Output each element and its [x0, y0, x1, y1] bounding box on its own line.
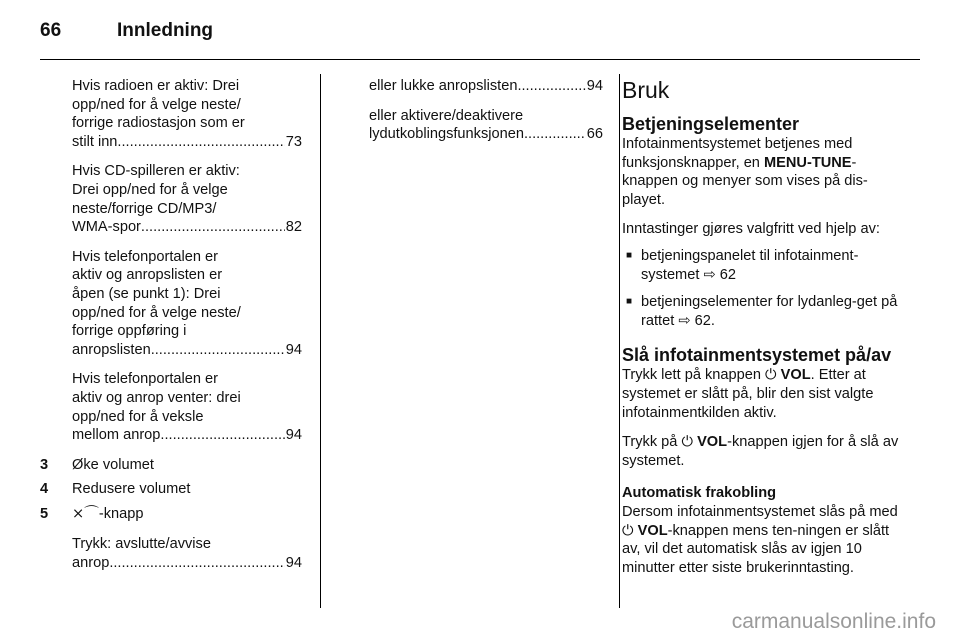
- chapter-title: Innledning: [117, 20, 214, 41]
- page-ref: 73: [285, 133, 302, 150]
- toc-line: stilt inn ..... 73: [72, 133, 302, 152]
- toc-line: mellom anrop ..... 94: [72, 426, 302, 445]
- radio-paragraph: Hvis radioen er aktiv: Drei opp/ned for å velge neste/ forrige radiostasjon som er stilt inn ..... 73: [40, 77, 302, 151]
- arrow-ref-icon: ⇨: [678, 312, 691, 329]
- bullet-item: ■ betjeningspanelet til infotainment-systemet ⇨ 62: [622, 247, 904, 284]
- page-ref: 94: [586, 78, 603, 94]
- page-ref: 62.: [694, 312, 715, 329]
- header-rule: [40, 59, 920, 60]
- onoff-paragraph-2: Trykk på ⏻ VOL-knappen igjen for å slå av systemet.: [622, 434, 899, 469]
- phone-call-paragraph: Hvis telefonportalen er aktiv og anrop venter: drei opp/ned for å veksle mellom anrop ..... 94: [40, 370, 302, 444]
- arrow-ref-icon: ⇨: [703, 266, 716, 283]
- column-1: [40, 77, 302, 584]
- input-paragraph: Inntastinger gjøres valgfritt ved hjelp av:: [622, 221, 880, 238]
- section-title: Bruk: [622, 77, 670, 103]
- numbered-item-3: 3 Øke volumet: [40, 456, 154, 473]
- toc-line: lydutkoblingsfunksjonen ..... 66: [369, 125, 603, 144]
- end-call-icon: ⨯⌒: [72, 505, 99, 522]
- page-header: [0, 0, 960, 60]
- page-ref: 66: [586, 126, 603, 143]
- page-ref: 82: [285, 219, 302, 236]
- toc-line: anropslisten ..... 94: [72, 341, 302, 360]
- power-icon: ⏻: [765, 367, 777, 384]
- numbered-item-5: 5 ⨯⌒-knapp: [40, 505, 144, 522]
- auto-off-paragraph: Dersom infotainmentsystemet slås på med ⏻ VOL-knappen mens ten-ningen er slått av, vil det automatisk slås av igjen 10 minutter etter siste brukerinntasting.: [622, 503, 898, 576]
- onoff-paragraph-1: Trykk lett på knappen ⏻ VOL. Etter at systemet er slått på, blir den sist valgte infotainmentkilden aktiv.: [622, 367, 874, 421]
- page-number: 66: [40, 20, 62, 41]
- toc-line: anrop ..... 94: [72, 554, 302, 573]
- column-divider-1: [320, 74, 321, 608]
- press-paragraph: Trykk: avslutte/avvise anrop ..... 94: [40, 535, 302, 572]
- phone-list-paragraph: Hvis telefonportalen er aktiv og anropslisten er åpen (se punkt 1): Drei opp/ned for å velge neste/ forrige oppføring i anropslisten ..... 94: [40, 248, 302, 360]
- column-3: [622, 77, 904, 588]
- auto-off-title: Automatisk frakobling: [622, 485, 777, 502]
- power-icon: ⏻: [622, 522, 634, 539]
- bullet-item: ■ betjeningselementer for lydanleg-get på rattet ⇨ 62.: [622, 293, 904, 330]
- page-ref: 62: [719, 266, 736, 283]
- power-icon: ⏻: [681, 434, 694, 451]
- page-ref: 94: [285, 427, 302, 444]
- intro-paragraph: Infotainmentsystemet betjenes med funksjonsknapper, en MENU-TUNE-knappen og menyer som vises på dis-playet.: [622, 136, 868, 208]
- onoff-title: Slå infotainmentsystemet på/av: [622, 345, 892, 366]
- cd-paragraph: Hvis CD-spilleren er aktiv: Drei opp/ned for å velge neste/forrige CD/MP3/ WMA-spor ..... 82: [40, 162, 302, 236]
- watermark: carmanualsonline.info: [731, 610, 936, 633]
- column-2: [369, 77, 603, 155]
- subsection-title: Betjeningselementer: [622, 114, 800, 134]
- numbered-item-4: 4 Redusere volumet: [40, 481, 191, 498]
- page-ref: 94: [285, 555, 302, 572]
- mute-paragraph: eller aktivere/deaktivere lydutkoblingsfunksjonen ..... 66: [369, 107, 603, 144]
- bullet-icon: ■: [626, 249, 633, 261]
- page-ref: 94: [285, 341, 302, 358]
- toc-line: eller lukke anropslisten ..... 94: [369, 77, 603, 96]
- close-list-paragraph: [369, 77, 603, 96]
- bullet-icon: ■: [626, 296, 633, 308]
- toc-line: WMA-spor ..... 82: [72, 218, 302, 237]
- column-divider-2: [619, 74, 620, 608]
